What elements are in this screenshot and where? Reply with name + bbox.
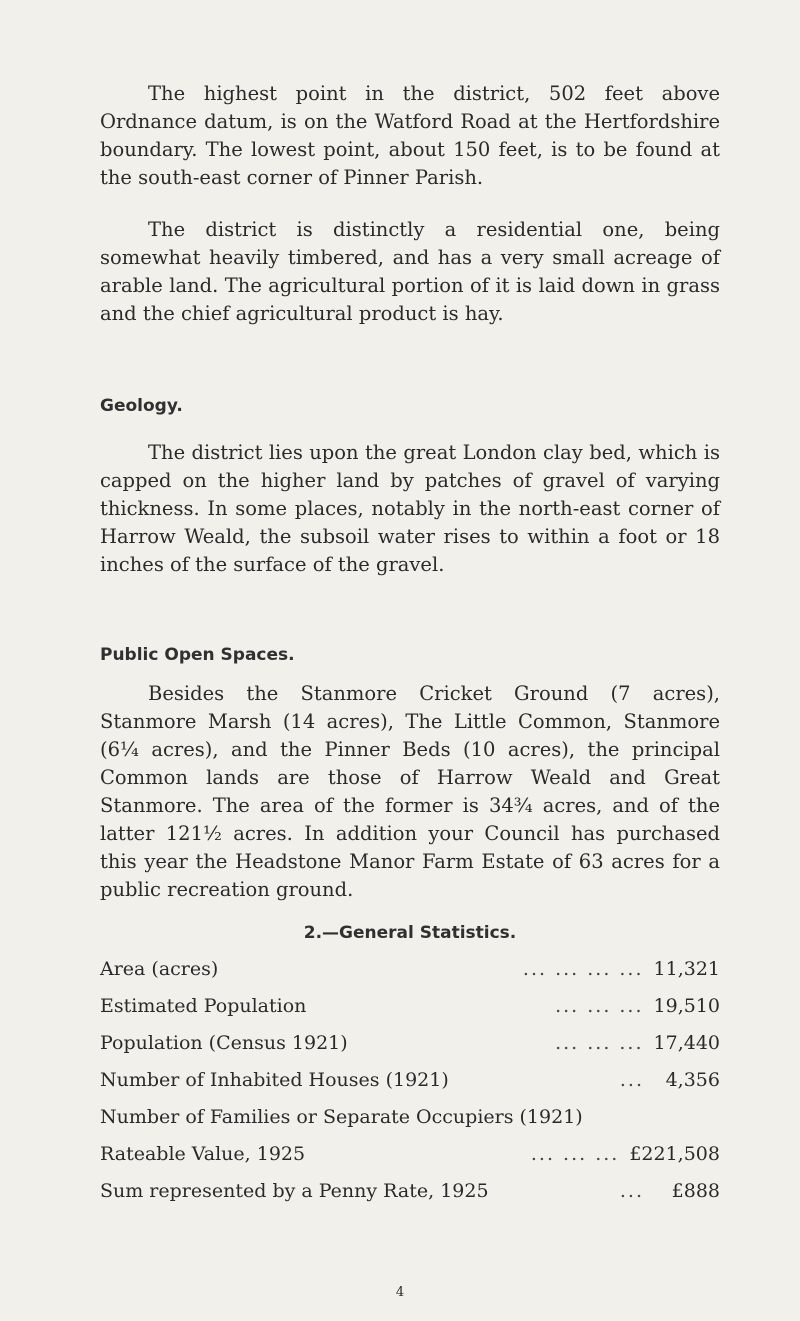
stat-label: Estimated Population	[100, 995, 307, 1017]
stat-leader: ... ... ... ...	[522, 958, 644, 980]
stat-label: Sum represented by a Penny Rate, 1925	[100, 1180, 489, 1202]
stat-leader: ... ... ...	[555, 995, 644, 1017]
stat-leader: ...	[619, 1180, 644, 1202]
open-spaces-section	[100, 645, 720, 665]
paragraph-residential: The district is distinctly a residential one, being somewhat heavily timbered, and has a very small acreage of arable land. The agricultural portion of it is laid down in grass and the chief agricultural product is hay.	[100, 218, 720, 325]
statistics-table	[100, 955, 720, 1205]
open-spaces-heading: Public Open Spaces.	[100, 645, 295, 665]
stat-value: 4,356	[665, 1069, 720, 1091]
stat-row	[100, 1066, 720, 1094]
stat-label: Rateable Value, 1925	[100, 1143, 306, 1165]
stat-label: Area (acres)	[100, 958, 219, 980]
geology-heading: Geology.	[100, 396, 183, 416]
residential-section	[100, 216, 720, 328]
open-spaces-body	[100, 680, 720, 904]
statistics-heading: 2.—General Statistics.	[303, 923, 517, 943]
paragraph-elevation: The highest point in the district, 502 feet above Ordnance datum, is on the Watford Road at the Hertfordshire boundary. The lowest point, about 150 feet, is to be found at the south-east corner of Pinner Parish.	[100, 82, 720, 189]
stat-label: Number of Families or Separate Occupiers (1921)	[100, 1106, 583, 1128]
stat-value: 19,510	[653, 995, 720, 1017]
stat-value: £221,508	[629, 1143, 720, 1165]
stat-label: Population (Census 1921)	[100, 1032, 348, 1054]
paragraph-geology: The district lies upon the great London clay bed, which is capped on the higher land by patches of gravel of varying thickness. In some places, notably in the north-east corner of Harrow Weald, the subsoil water rises to within a foot or 18 inches of the surface of the gravel.	[100, 441, 720, 576]
geology-body	[100, 439, 720, 579]
stat-value: 11,321	[653, 958, 720, 980]
paragraph-open-spaces: Besides the Stanmore Cricket Ground (7 acres), Stanmore Marsh (14 acres), The Little Common, Stanmore (6¼ acres), and the Pinner Beds (10 acres), the principal Common lands are those of Harrow Weald and Great Stanmore. The area of the former is 34¾ acres, and of the latter 121½ acres. In addition your Council has purchased this year the Headstone Manor Farm Estate of 63 acres for a public recreation ground.	[100, 682, 720, 901]
stat-row	[100, 1029, 720, 1057]
stat-row	[100, 1140, 720, 1168]
stat-row	[100, 1103, 720, 1131]
stat-leader: ... ... ...	[555, 1032, 644, 1054]
geology-section	[100, 396, 720, 416]
page-number: 4	[395, 1285, 405, 1300]
stat-row	[100, 955, 720, 983]
statistics-heading-wrap	[100, 923, 720, 943]
stat-value: £888	[671, 1180, 720, 1202]
intro-section	[100, 80, 720, 192]
stat-leader: ...	[619, 1069, 644, 1091]
stat-label: Number of Inhabited Houses (1921)	[100, 1069, 449, 1091]
stat-row	[100, 992, 720, 1020]
stat-leader: ... ... ...	[530, 1143, 620, 1165]
stat-row	[100, 1177, 720, 1205]
stat-value: 17,440	[653, 1032, 720, 1054]
